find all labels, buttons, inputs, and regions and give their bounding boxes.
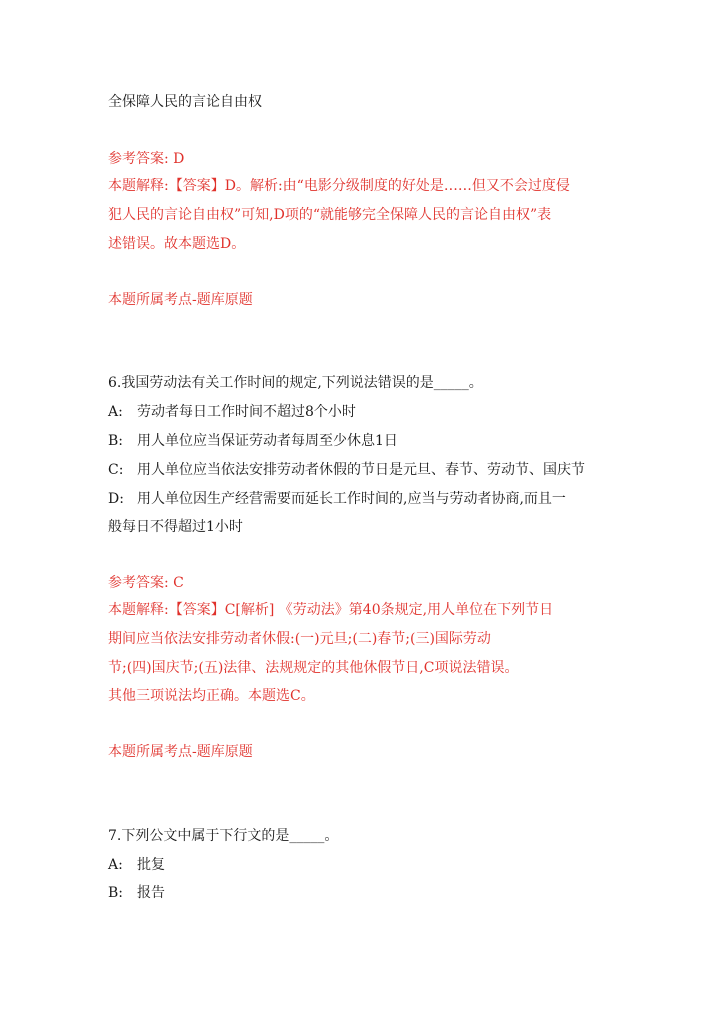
option-text: 报告 [137, 885, 165, 901]
option-text: 批复 [137, 857, 165, 873]
option-label: D: [108, 491, 124, 507]
q6-explanation-line-4: 其他三项说法均正确。本题选C。 [108, 688, 315, 704]
q5-source: 本题所属考点-题库原题 [108, 292, 253, 308]
q6-explanation-line-2: 期间应当依法安排劳动者休假:(一)元旦;(二)春节;(三)国际劳动 [108, 631, 491, 647]
q6-option-b [108, 431, 398, 451]
option-label: A: [108, 404, 123, 420]
q5-explanation-line-1: 本题解释:【答案】D。解析:由“电影分级制度的好处是……但又不会过度侵 [108, 178, 570, 194]
q7-option-a [108, 855, 165, 875]
option-label: C: [108, 462, 124, 478]
option-text: 用人单位因生产经营需要而延长工作时间的,应当与劳动者协商,而且一 [137, 491, 566, 507]
q6-option-c [108, 460, 585, 480]
option-label: B: [108, 885, 124, 901]
q6-option-a [108, 402, 356, 422]
q6-answer: 参考答案: C [108, 575, 184, 591]
option-label: B: [108, 433, 124, 449]
option-text: 劳动者每日工作时间不超过8个小时 [137, 404, 356, 420]
q6-explanation-line-3: 节;(四)国庆节;(五)法律、法规规定的其他休假节日,C项说法错误。 [108, 660, 519, 676]
q5-option-continuation: 全保障人民的言论自由权 [108, 94, 262, 110]
q6-stem: 6.我国劳动法有关工作时间的规定,下列说法错误的是_____。 [108, 375, 483, 391]
q6-option-d [108, 489, 566, 509]
q5-answer: 参考答案: D [108, 151, 185, 167]
q7-option-b [108, 883, 165, 903]
q5-explanation-line-3: 述错误。故本题选D。 [108, 236, 246, 252]
option-text: 用人单位应当依法安排劳动者休假的节日是元旦、春节、劳动节、国庆节 [137, 462, 585, 478]
q7-stem: 7.下列公文中属于下行文的是_____。 [108, 828, 339, 844]
q6-source: 本题所属考点-题库原题 [108, 744, 253, 760]
option-text: 用人单位应当保证劳动者每周至少休息1日 [137, 433, 398, 449]
q6-explanation-line-1: 本题解释:【答案】C[解析] 《劳动法》第40条规定,用人单位在下列节日 [108, 602, 554, 618]
q6-option-d-continuation: 般每日不得超过1小时 [108, 519, 243, 535]
q5-explanation-line-2: 犯人民的言论自由权”可知,D项的“就能够完全保障人民的言论自由权”表 [108, 207, 552, 223]
option-label: A: [108, 857, 123, 873]
